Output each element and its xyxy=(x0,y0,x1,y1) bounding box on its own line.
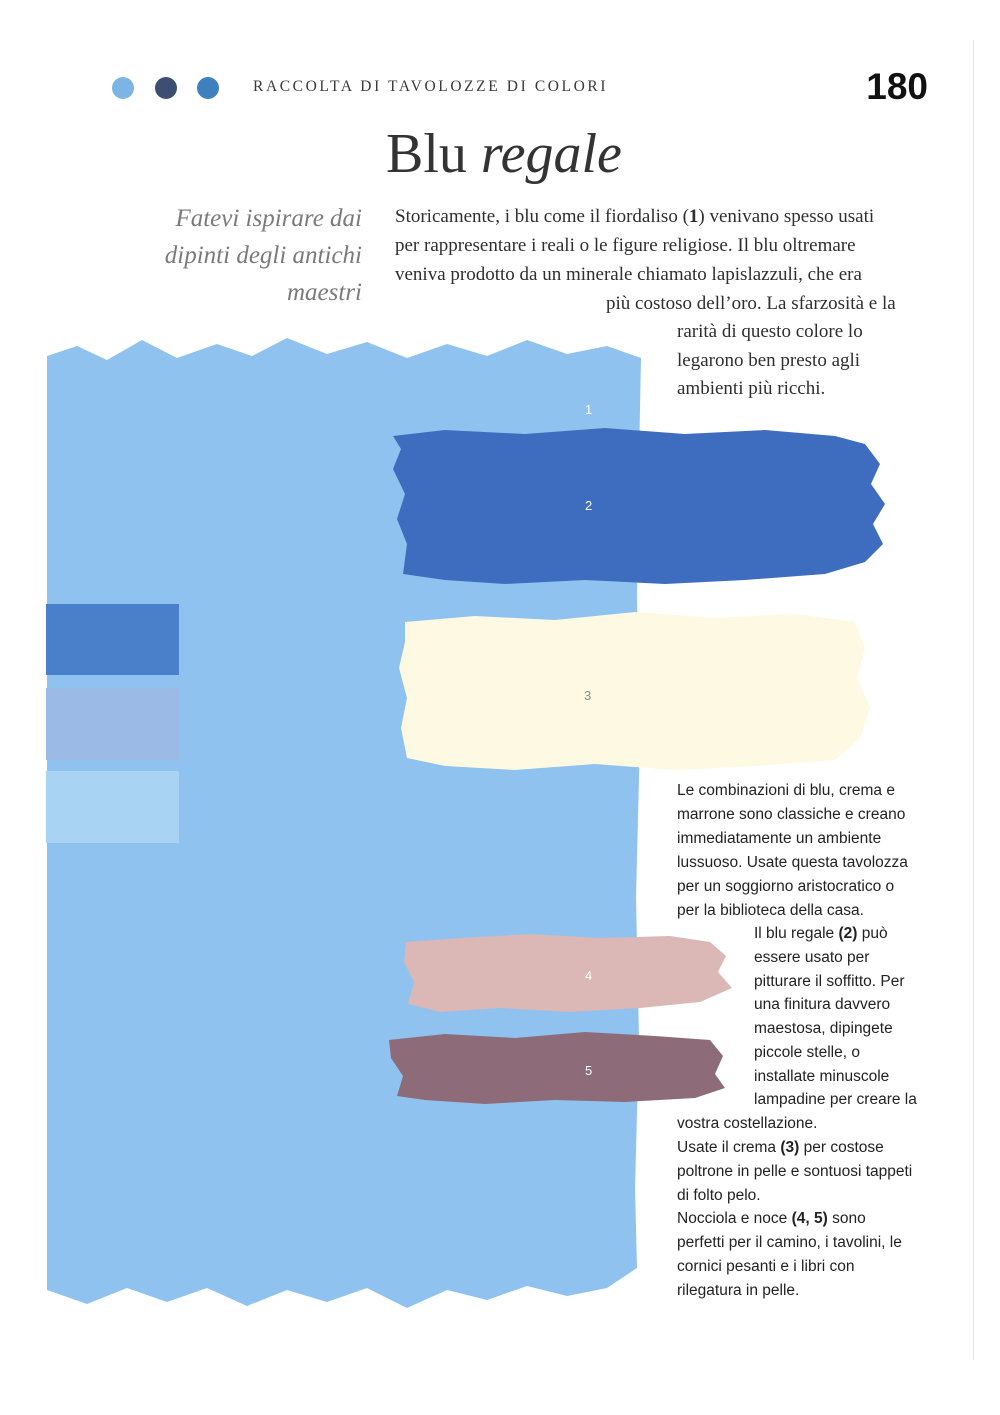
body-line: di folto pelo. xyxy=(677,1187,761,1204)
section-header: RACCOLTA DI TAVOLOZZE DI COLORI xyxy=(253,78,609,95)
walnut-brush-stroke xyxy=(385,1030,730,1105)
page-title xyxy=(386,122,622,186)
body-line: per un soggiorno aristocratico o xyxy=(677,878,895,895)
swatch-medium-blue xyxy=(46,688,179,760)
body-line: essere usato per xyxy=(754,949,870,966)
pull-quote xyxy=(100,200,362,311)
body-line: rilegatura in pelle. xyxy=(677,1282,800,1299)
royal-blue-brush-stroke xyxy=(385,424,895,588)
intro-line: veniva prodotto da un minerale chiamato lapislazzuli, che era xyxy=(395,264,862,285)
palette-dot-navy xyxy=(155,77,177,99)
intro-line: per rappresentare i reali o le figure religiose. Il blu oltremare xyxy=(395,235,856,256)
hazel-brush-stroke xyxy=(400,932,736,1014)
body-line: Le combinazioni di blu, crema e xyxy=(677,782,895,799)
body-line: piccole stelle, o xyxy=(754,1044,860,1061)
swatch-light-blue xyxy=(46,771,179,843)
body-line: installate minuscole xyxy=(754,1068,890,1085)
title-word-blu: Blu xyxy=(386,123,467,185)
swatch-number-1: 1 xyxy=(585,402,593,417)
body-line: Il blu regale (2) può xyxy=(754,925,888,942)
body-line: lussuoso. Usate questa tavolozza xyxy=(677,854,908,871)
body-line: marrone sono classiche e creano xyxy=(677,806,906,823)
intro-line: più costoso dell’oro. La sfarzosità e la xyxy=(606,293,896,314)
body-line: poltrone in pelle e sontuosi tappeti xyxy=(677,1163,913,1180)
body-line: cornici pesanti e i libri con xyxy=(677,1258,855,1275)
body-line: pitturare il soffitto. Per xyxy=(754,973,905,990)
quote-line: dipinti degli antichi xyxy=(164,242,362,269)
quote-line: maestri xyxy=(287,279,362,306)
title-word-regale: regale xyxy=(480,123,622,185)
body-line: maestosa, dipingete xyxy=(754,1020,893,1037)
swatch-dark-blue xyxy=(46,604,179,675)
swatch-number-4: 4 xyxy=(585,968,593,983)
intro-line: Storicamente, i blu come il fiordaliso (1) venivano spesso usati xyxy=(395,206,875,227)
body-line: lampadine per creare la xyxy=(754,1091,917,1108)
cream-brush-stroke xyxy=(395,608,875,774)
palette-dot-blue xyxy=(197,77,219,99)
palette-dot-light-blue xyxy=(112,77,134,99)
swatch-number-2: 2 xyxy=(585,498,593,513)
body-line: Usate il crema (3) per costose xyxy=(677,1139,884,1156)
intro-line: rarità di questo colore lo xyxy=(677,321,863,342)
body-line: vostra costellazione. xyxy=(677,1115,818,1132)
body-line: immediatamente un ambiente xyxy=(677,830,882,847)
quote-line: Fatevi ispirare dai xyxy=(175,205,362,232)
intro-line: legarono ben presto agli xyxy=(677,350,861,371)
swatch-number-5: 5 xyxy=(585,1063,593,1078)
intro-line: ambienti più ricchi. xyxy=(677,378,826,399)
page-number: 180 xyxy=(866,66,928,107)
body-line: perfetti per il camino, i tavolini, le xyxy=(677,1234,902,1251)
page-edge-line xyxy=(973,40,974,1360)
body-line: Nocciola e noce (4, 5) sono xyxy=(677,1210,866,1227)
body-line: per la biblioteca della casa. xyxy=(677,902,864,919)
body-line: una finitura davvero xyxy=(754,996,891,1013)
swatch-number-3: 3 xyxy=(584,688,592,703)
